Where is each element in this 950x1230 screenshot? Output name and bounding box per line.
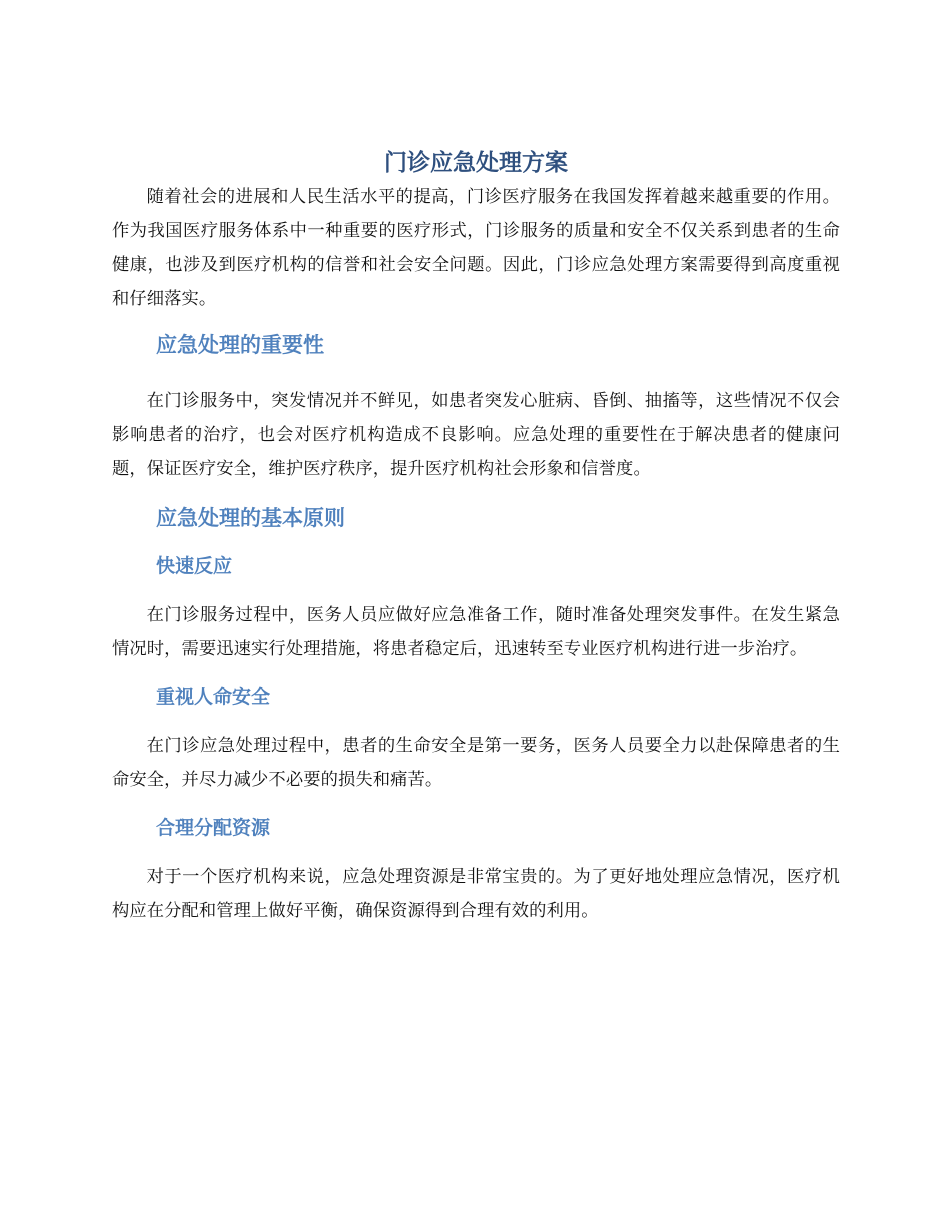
subsection-body-fast-response: 在门诊服务过程中，医务人员应做好应急准备工作，随时准备处理突发事件。在发生紧急情况时，需要迅速实行处理措施，将患者稳定后，迅速转至专业医疗机构进行进一步治疗。 (112, 605, 840, 659)
subsection-heading-resources: 合理分配资源 (156, 817, 271, 839)
subsection-heading-fast-response: 快速反应 (156, 555, 233, 577)
section-body-importance: 在门诊服务中，突发情况并不鲜见，如患者突发心脏病、昏倒、抽搐等，这些情况不仅会影响患者的治疗，也会对医疗机构造成不良影响。应急处理的重要性在于解决患者的健康问题，保证医疗安全，维护医疗秩序，提升医疗机构社会形象和信誉度。 (112, 391, 840, 479)
subsection-heading-life-safety: 重视人命安全 (156, 686, 271, 708)
subsection-body-life-safety: 在门诊应急处理过程中，患者的生命安全是第一要务，医务人员要全力以赴保障患者的生命安全，并尽力减少不必要的损失和痛苦。 (112, 736, 840, 790)
intro-paragraph: 随着社会的进展和人民生活水平的提高，门诊医疗服务在我国发挥着越来越重要的作用。作为我国医疗服务体系中一种重要的医疗形式，门诊服务的质量和安全不仅关系到患者的生命健康，也涉及到医疗机构的信誉和社会安全问题。因此，门诊应急处理方案需要得到高度重视和仔细落实。 (112, 187, 840, 309)
section-heading-principles: 应急处理的基本原则 (156, 506, 345, 530)
document-page (112, 146, 840, 928)
section-heading-importance: 应急处理的重要性 (156, 333, 324, 357)
document-title: 门诊应急处理方案 (384, 150, 568, 176)
subsection-body-resources: 对于一个医疗机构来说，应急处理资源是非常宝贵的。为了更好地处理应急情况，医疗机构应在分配和管理上做好平衡，确保资源得到合理有效的利用。 (112, 867, 840, 921)
